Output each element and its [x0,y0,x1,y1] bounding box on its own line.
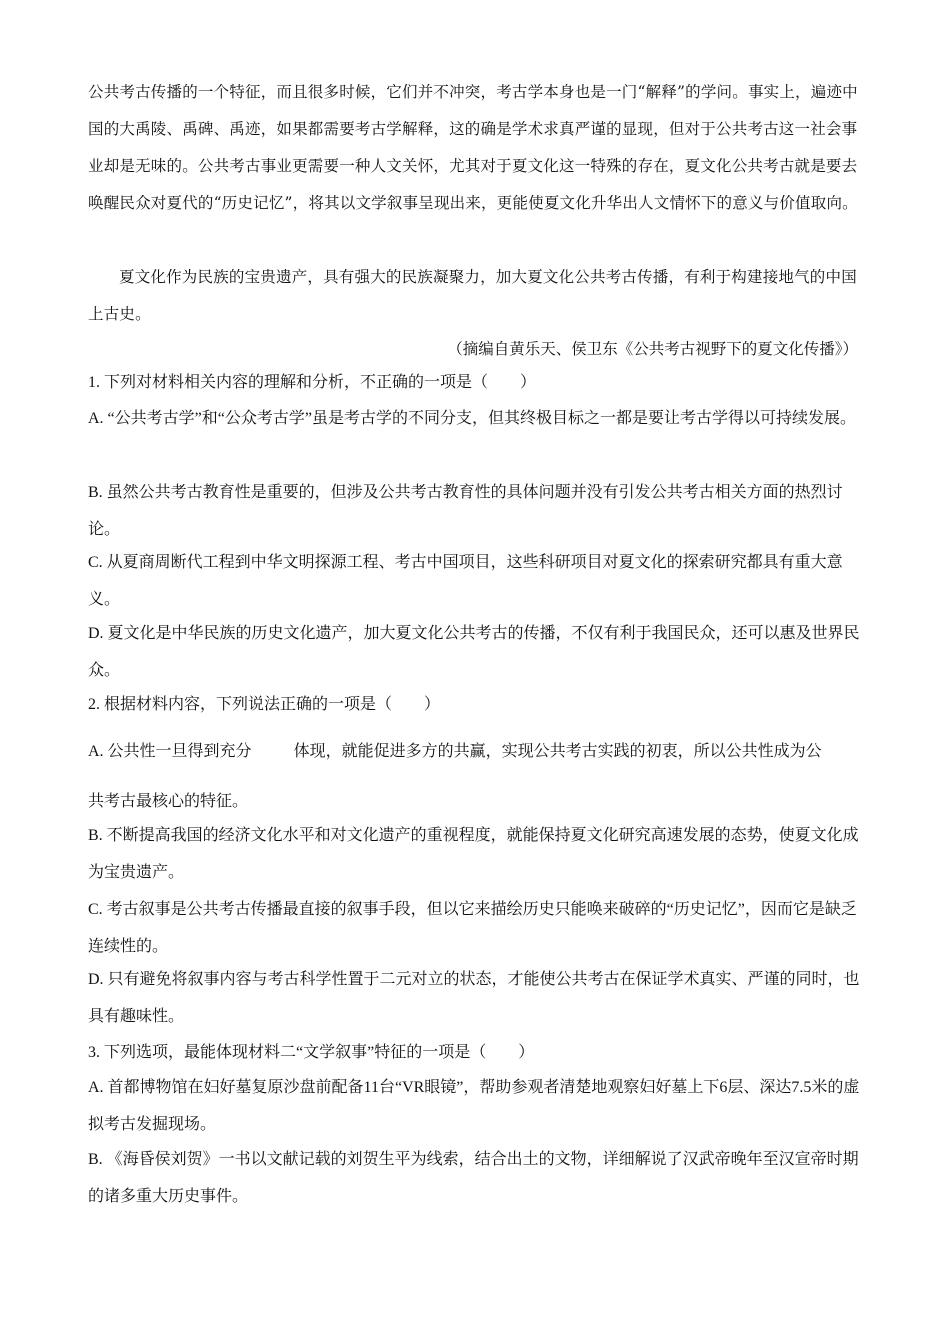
question-3-option-b: B. 《海昏侯刘贺》一书以文献记载的刘贺生平为线索，结合出土的文物，详细解说了汉武帝晚年至汉宣帝时期的诸多重大历史事件。 [88,1151,859,1205]
question-2-option-a-part1: A. 公共性一旦得到充分 [88,743,252,760]
question-3-stem: 3. 下列选项，最能体现材料二“文学叙事”特征的一项是（ ） [88,1044,535,1061]
question-2-stem: 2. 根据材料内容，下列说法正确的一项是（ ） [88,696,441,713]
question-2-option-a-continued: 共考古最核心的特征。 [88,793,249,810]
passage-paragraph-1: 公共考古传播的一个特征，而且很多时候，它们并不冲突，考古学本身也是一门“解释”的学问。事实上，遍迹中国的大禹陵、禹碑、禹迹，如果都需要考古学解释，这的确是学术求真严谨的显现，但对于公共考古这一社会事业却是无味的。公共考古事业更需要一种人文关怀，尤其对于夏文化这一特殊的存在，夏文化公共考古就是要去唤醒民众对夏代的“历史记忆”，将其以文学叙事呈现出来，更能使夏文化升华出人文情怀下的意义与价值取向。 [88,83,858,212]
question-2-option-a-part2: 体现，就能促进多方的共赢，实现公共考古实践的初衷，所以公共性成为公 [293,743,822,760]
question-2-option-c: C. 考古叙事是公共考古传播最直接的叙事手段，但以它来描绘历史只能唤来破碎的“历史记忆”，因而它是缺乏连续性的。 [88,901,857,955]
question-2-option-a [88,733,863,770]
question-1-option-d: D. 夏文化是中华民族的历史文化遗产，加大夏文化公共考古的传播，不仅有利于我国民众，还可以惠及世界民众。 [88,625,860,679]
question-1-stem: 1. 下列对材料相关内容的理解和分析，不正确的一项是（ ） [88,374,537,391]
passage-source: （摘编自黄乐天、侯卫东《公共考古视野下的夏文化传播》） [447,340,858,358]
question-2-option-b: B. 不断提高我国的经济文化水平和对文化遗产的重视程度，就能保持夏文化研究高速发展的态势，使夏文化成为宝贵遗产。 [88,827,859,881]
question-1-option-b: B. 虽然公共考古教育性是重要的，但涉及公共考古教育性的具体问题并没有引发公共考古相关方面的热烈讨论。 [88,484,843,538]
question-1-option-a: A. “公共考古学”和“公众考古学”虽是考古学的不同分支，但其终极目标之一都是要让考古学得以可持续发展。 [88,410,856,427]
question-2-option-d: D. 只有避免将叙事内容与考古科学性置于二元对立的状态，才能使公共考古在保证学术真实、严谨的同时，也具有趣味性。 [88,971,860,1025]
question-3-option-a: A. 首都博物馆在妇好墓复原沙盘前配备11台“VR眼镜”，帮助参观者清楚地观察妇好墓上下6层、深达7.5米的虚拟考古发掘现场。 [88,1079,860,1133]
passage-paragraph-2: 夏文化作为民族的宝贵遗产，具有强大的民族凝聚力，加大夏文化公共考古传播，有利于构建接地气的中国上古史。 [88,268,857,323]
question-1-option-c: C. 从夏商周断代工程到中华文明探源工程、考古中国项目，这些科研项目对夏文化的探索研究都具有重大意义。 [88,554,843,608]
